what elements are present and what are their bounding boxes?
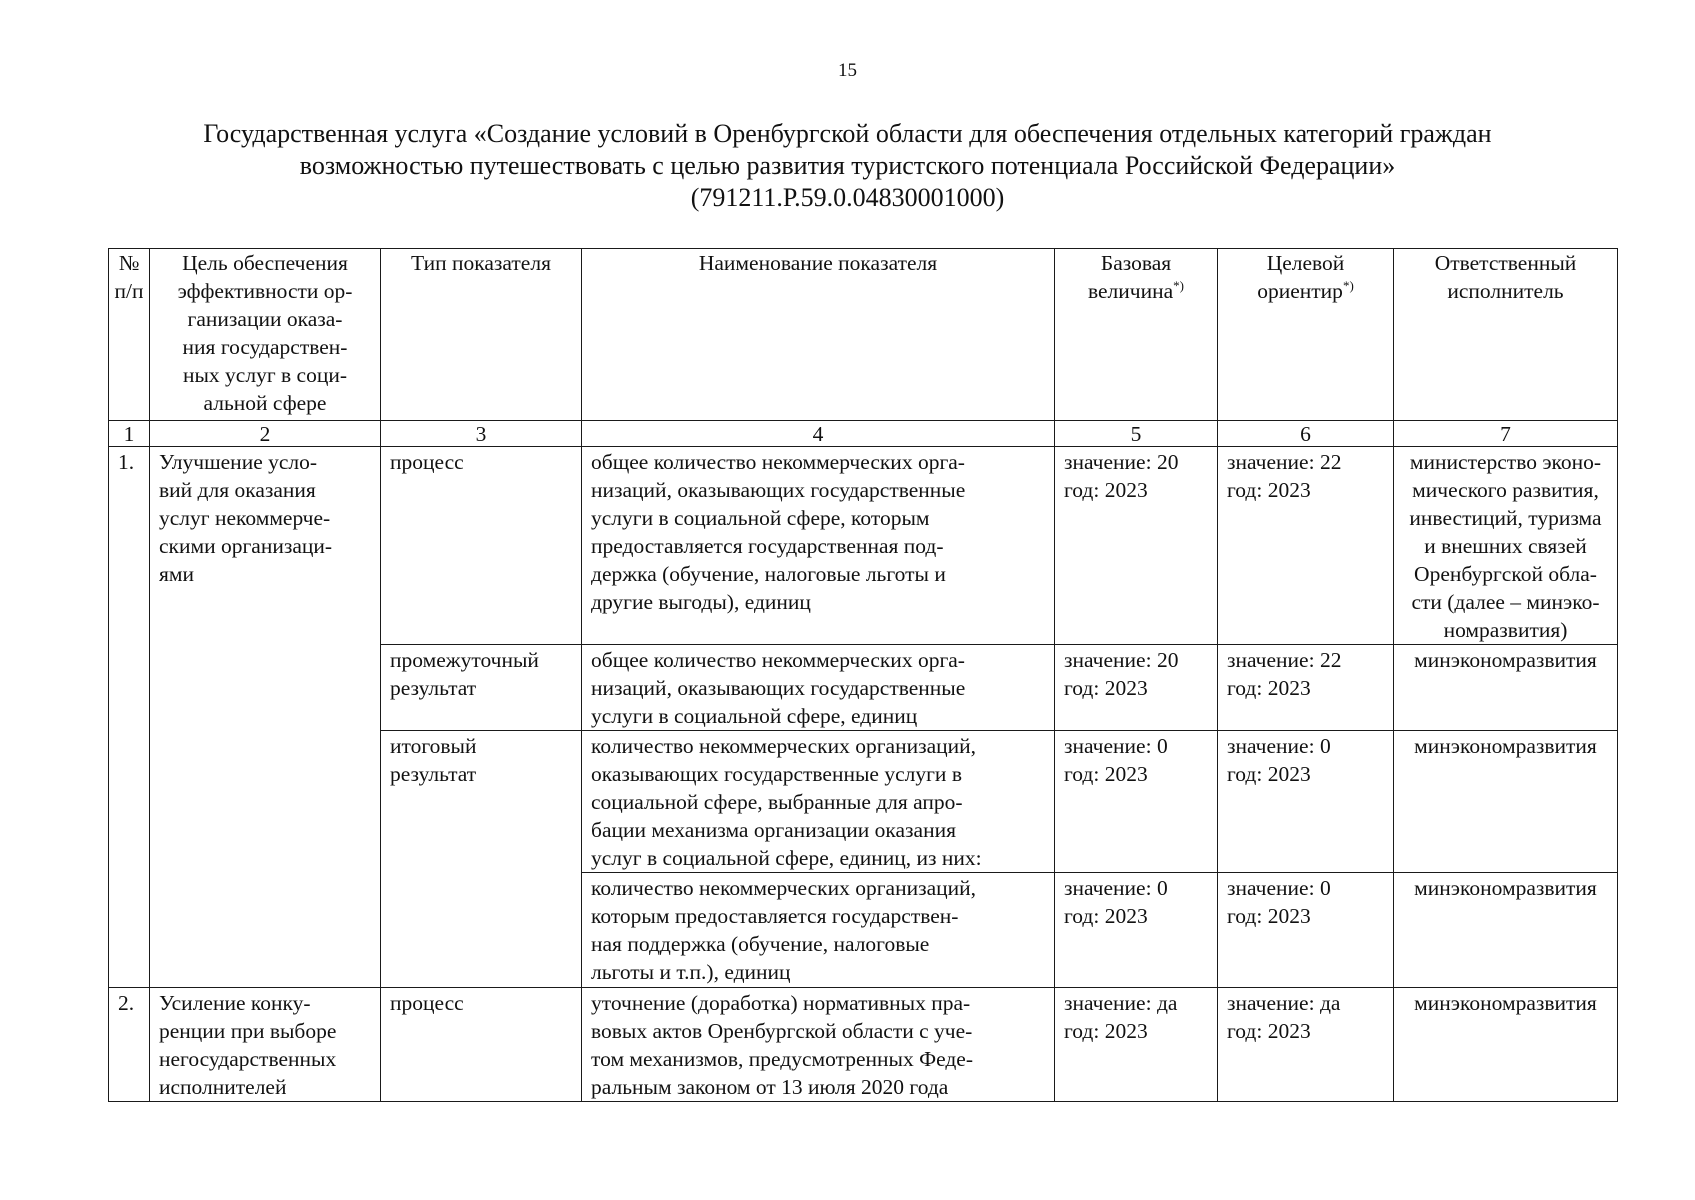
table-row (109, 447, 1618, 645)
indicator-name: уточнение (доработка) нормативных пра- вовых актов Оренбургской области с уче- том механизмов, предусмотренных Феде- ральным законом от 13 июля 2020 года (582, 988, 1055, 1102)
document-title (100, 118, 1595, 214)
indicator-target-value: значение: 22 год: 2023 (1218, 447, 1394, 645)
header-target (1218, 249, 1394, 421)
indicator-name: количество некоммерческих организаций, которым предоставляется государствен- ная поддержка (обучение, налоговые льготы и т.п.), единиц (582, 873, 1055, 988)
indicator-base-value: значение: 20 год: 2023 (1055, 645, 1218, 731)
indicator-base-value: значение: да год: 2023 (1055, 988, 1218, 1102)
indicator-executor: минэкономразвития (1394, 731, 1618, 873)
indicator-executor: минэкономразвития (1394, 645, 1618, 731)
indicator-type: итоговый результат (381, 731, 582, 988)
header-type: Тип показателя (381, 249, 582, 421)
indicator-executor: министерство эконо- мического развития, инвестиций, туризма и внешних связей Оренбургской обла- сти (далее – минэко- номразвития) (1394, 447, 1618, 645)
column-number: 5 (1055, 421, 1218, 447)
indicator-name: общее количество некоммерческих орга- низаций, оказывающих государственные услуги в социальной сфере, единиц (582, 645, 1055, 731)
title-line-1: Государственная услуга «Создание условий в Оренбургской области для обеспечения отдельных категорий граждан (203, 119, 1492, 148)
header-target-label: Целевой ориентир (1257, 251, 1345, 303)
column-number: 2 (150, 421, 381, 447)
header-row (109, 249, 1618, 421)
header-base (1055, 249, 1218, 421)
indicator-executor: минэкономразвития (1394, 988, 1618, 1102)
indicator-target-value: значение: 0 год: 2023 (1218, 873, 1394, 988)
page-number: 15 (838, 60, 857, 81)
header-base-footnote: *) (1173, 277, 1184, 293)
indicators-table (108, 248, 1618, 1102)
column-number: 1 (109, 421, 150, 447)
indicator-type: процесс (381, 447, 582, 645)
header-goal: Цель обеспечения эффективности ор- ганизации оказа- ния государствен- ных услуг в соци- альной сфере (150, 249, 381, 421)
indicator-type: промежуточный результат (381, 645, 582, 731)
row-number: 1. (109, 447, 150, 988)
row-goal: Усиление конку- ренции при выборе негосударственных исполнителей (150, 988, 381, 1102)
header-num: № п/п (109, 249, 150, 421)
indicator-type: процесс (381, 988, 582, 1102)
indicator-name: количество некоммерческих организаций, оказывающих государственные услуги в социальной сфере, выбранные для апро- бации механизма организации оказания услуг в социальной сфере, единиц, из них: (582, 731, 1055, 873)
indicator-executor: минэкономразвития (1394, 873, 1618, 988)
indicator-base-value: значение: 0 год: 2023 (1055, 731, 1218, 873)
indicator-base-value: значение: 20 год: 2023 (1055, 447, 1218, 645)
header-base-label: Базовая величина (1087, 251, 1174, 303)
table-row (109, 988, 1618, 1102)
column-number: 3 (381, 421, 582, 447)
column-numbers-row (109, 421, 1618, 447)
title-line-2: возможностью путешествовать с целью развития туристского потенциала Российской Федерации» (299, 151, 1396, 180)
indicator-target-value: значение: да год: 2023 (1218, 988, 1394, 1102)
header-executor: Ответственный исполнитель (1394, 249, 1618, 421)
column-number: 6 (1218, 421, 1394, 447)
column-number: 4 (582, 421, 1055, 447)
indicator-target-value: значение: 22 год: 2023 (1218, 645, 1394, 731)
indicator-base-value: значение: 0 год: 2023 (1055, 873, 1218, 988)
header-name: Наименование показателя (582, 249, 1055, 421)
header-target-footnote: *) (1342, 277, 1354, 293)
column-number: 7 (1394, 421, 1618, 447)
indicator-target-value: значение: 0 год: 2023 (1218, 731, 1394, 873)
row-number: 2. (109, 988, 150, 1102)
row-goal: Улучшение усло- вий для оказания услуг некоммерче- скими организаци- ями (150, 447, 381, 988)
indicator-name: общее количество некоммерческих орга- низаций, оказывающих государственные услуги в социальной сфере, которым предоставляется государственная под- держка (обучение, налоговые льготы и другие выгоды), единиц (582, 447, 1055, 645)
title-line-3: (791211.Р.59.0.04830001000) (690, 183, 1005, 212)
